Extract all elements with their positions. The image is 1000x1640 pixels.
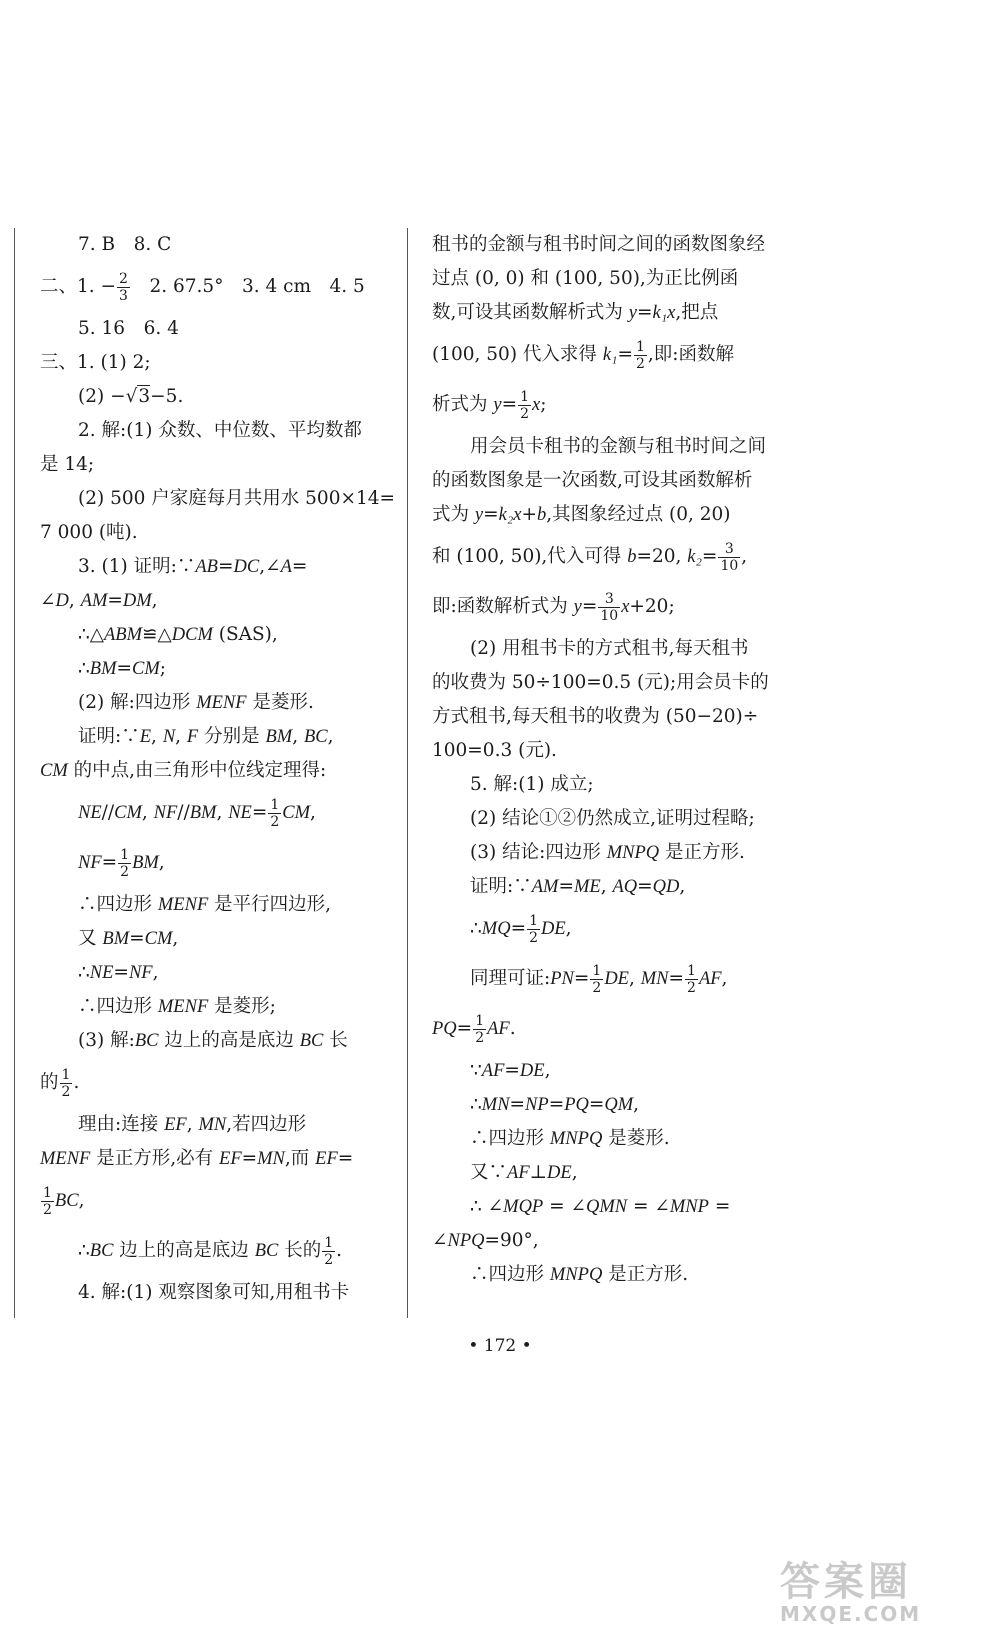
answer-line: (2) −√3−5. (78, 386, 184, 407)
answer-line: 过点 (0, 0) 和 (100, 50),为正比例函 (432, 268, 739, 289)
fraction: $\frac{1}{2}$ (61, 1066, 71, 1100)
left-column (40, 228, 400, 1310)
answer-line: ∴NE=NF, (78, 962, 159, 983)
fraction: $\frac{1}{2}$ (529, 912, 538, 946)
answer-line: 3. (1) 证明:∵AB=DC,∠A= (78, 556, 308, 577)
answer-line: NE//CM, NF//BM, NE= $\frac{1}{2}$ CM, (78, 796, 316, 830)
answer-line: 又∵AF⊥DE, (470, 1162, 578, 1183)
page-number: • 172 • (468, 1336, 532, 1356)
answer-line: (3) 结论:四边形 MNPQ 是正方形. (470, 842, 745, 863)
column-divider (407, 228, 408, 1318)
fraction: $\frac{1}{2}$ (120, 846, 130, 880)
answer-line: 数,可设其函数解析式为 y=k₁x,把点 (432, 302, 719, 323)
answer-line: PQ= $\frac{1}{2}$ AF. (432, 1012, 516, 1046)
answer-line: 和 (100, 50),代入可得 b=20, k₂= $\frac{3}{10}$ , (432, 540, 748, 574)
answer-line: 是 14; (40, 454, 95, 475)
answer-line: ∴四边形 MENF 是平行四边形, (78, 894, 332, 915)
fraction: $\frac{1}{2}$ (270, 796, 280, 830)
watermark-logo (780, 1559, 980, 1626)
fraction: $\frac{1}{2}$ (520, 388, 530, 422)
answer-line: ∴BM=CM; (78, 658, 166, 679)
answer-line: 用会员卡租书的金额与租书时间之间 (470, 436, 767, 457)
fraction: $\frac{3}{10}$ (720, 540, 739, 574)
answer-line: ∴四边形 MNPQ 是正方形. (470, 1264, 689, 1285)
answer-line: (3) 解:BC 边上的高是底边 BC 长 (78, 1030, 348, 1051)
answer-line: ∵AF=DE, (470, 1060, 551, 1081)
answer-line: ∠NPQ=90°, (432, 1230, 539, 1251)
answer-line: 三、1. (1) 2; (40, 352, 151, 373)
answer-line: 同理可证:PN= $\frac{1}{2}$ DE, MN= $\frac{1}{2}$ AF, (470, 962, 728, 996)
fraction: $\frac{2}{3}$ (119, 270, 128, 304)
answer-line: $\frac{1}{2}$ BC, (43, 1184, 85, 1218)
fraction: $\frac{1}{2}$ (635, 338, 645, 372)
fraction: $\frac{1}{2}$ (475, 1012, 485, 1046)
answer-line: CM 的中点,由三角形中位线定理得: (40, 760, 327, 781)
answer-line: 4. 解:(1) 观察图象可知,用租书卡 (78, 1282, 350, 1303)
answer-line: MENF 是正方形,必有 EF=MN,而 EF= (40, 1148, 354, 1169)
answer-line: ∴△ABM≌△DCM (SAS), (78, 624, 278, 645)
answer-line: ∴四边形 MNPQ 是菱形. (470, 1128, 670, 1149)
answer-line: 证明:∵AM=ME, AQ=QD, (470, 876, 686, 897)
answer-line: (2) 解:四边形 MENF 是菱形. (78, 692, 314, 713)
answer-line: ∴四边形 MENF 是菱形; (78, 996, 276, 1017)
answer-line: 租书的金额与租书时间之间的函数图象经 (432, 234, 766, 255)
answer-line: ∴MQ= $\frac{1}{2}$ DE, (470, 912, 572, 946)
right-column (432, 228, 814, 1292)
answer-line: 5. 解:(1) 成立; (470, 774, 594, 795)
answer-line: 2. 解:(1) 众数、中位数、平均数都 (78, 420, 362, 441)
answer-line: 的函数图象是一次函数,可设其函数解析 (432, 470, 753, 491)
answer-line: 5. 16 6. 4 (78, 318, 179, 339)
answer-line: NF= $\frac{1}{2}$ BM, (78, 846, 165, 880)
fraction: $\frac{1}{2}$ (687, 962, 696, 996)
answer-line: (2) 500 户家庭每月共用水 500×14= (78, 488, 396, 509)
fraction: $\frac{3}{10}$ (600, 590, 619, 624)
answer-line: 方式租书,每天租书的收费为 (50−20)÷ (432, 706, 759, 727)
answer-line: 又 BM=CM, (78, 928, 179, 949)
answer-line: 7 000 (吨). (40, 522, 138, 543)
fraction: $\frac{1}{2}$ (43, 1184, 52, 1218)
answer-line: ∴ ∠MQP = ∠QMN = ∠MNP = (470, 1196, 731, 1217)
watermark-url: MXQE.COM (780, 1602, 922, 1626)
fraction: $\frac{1}{2}$ (592, 962, 602, 996)
answer-line: (100, 50) 代入求得 k₁= $\frac{1}{2}$ ,即:函数解 (432, 338, 735, 372)
answer-line: 二、1. − $\frac{2}{3}$ 2. 67.5° 3. 4 cm 4. 5 (40, 270, 365, 304)
answer-line: 证明:∵E, N, F 分别是 BM, BC, (78, 726, 334, 747)
answer-line: 理由:连接 EF, MN,若四边形 (78, 1114, 307, 1135)
answer-line: 100=0.3 (元). (432, 740, 557, 761)
answer-line: (2) 结论①②仍然成立,证明过程略; (470, 808, 755, 829)
answer-line: 式为 y=k₂x+b,其图象经过点 (0, 20) (432, 504, 731, 525)
answer-line: ∴MN=NP=PQ=QM, (470, 1094, 640, 1115)
answer-line: 的 $\frac{1}{2}$ . (40, 1066, 80, 1100)
fraction: $\frac{1}{2}$ (324, 1234, 334, 1268)
answer-line: 7. B 8. C (78, 234, 172, 255)
answer-line: 析式为 y= $\frac{1}{2}$ x; (432, 388, 547, 422)
answer-line: ∴BC 边上的高是底边 BC 长的 $\frac{1}{2}$ . (78, 1234, 343, 1268)
answer-line: ∠D, AM=DM, (40, 590, 158, 611)
answer-line: 的收费为 50÷100=0.5 (元);用会员卡的 (432, 672, 769, 693)
answer-line: (2) 用租书卡的方式租书,每天租书 (470, 638, 749, 659)
answer-line: 即:函数解析式为 y= $\frac{3}{10}$ x+20; (432, 590, 675, 624)
left-margin-rule (14, 228, 15, 1318)
watermark-logo-text: 答案圈 (780, 1559, 912, 1605)
